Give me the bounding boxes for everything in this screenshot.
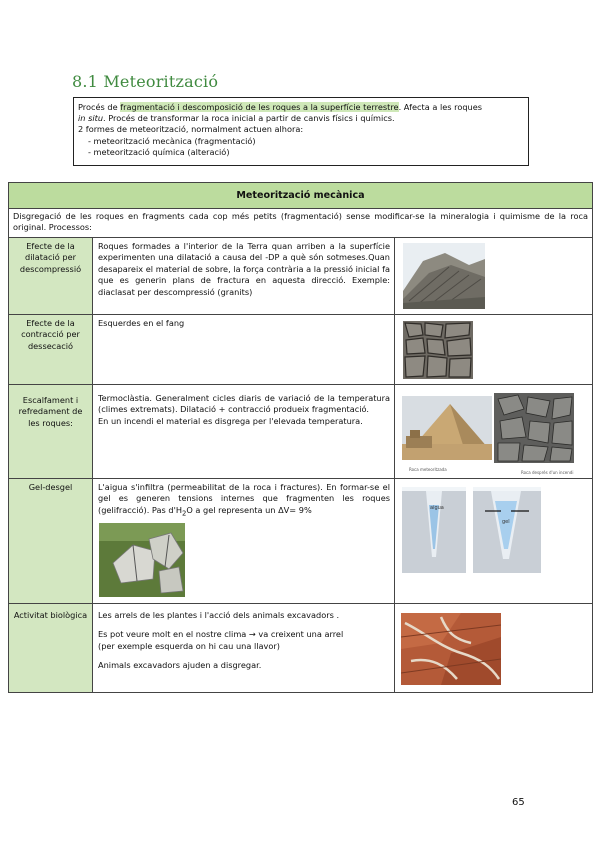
ice-wedge-diagram-water	[402, 487, 466, 573]
table-row	[9, 238, 593, 315]
intro-bullet: - meteorització mecànica (fragmentació)	[88, 135, 256, 146]
intro-line-1: Procés de fragmentació i descomposició de les roques a la superfície terrestre. Afecta a les roques	[78, 102, 483, 112]
roots-rock-photo	[401, 613, 501, 685]
ice-wedge-diagram-ice	[473, 487, 541, 573]
row-image-cell	[395, 315, 593, 385]
intro-line-2: in situ. Procés de transformar la roca inicial a partir de canvis físics i químics.	[78, 113, 395, 124]
row-text: Esquerdes en el fang	[93, 315, 395, 385]
row-text: L'aigua s'infiltra (permeabilitat de la roca i fractures). En formar-se el gel es generen tensions internes que fragmenten les roques (gelifracció). Pas $d'H_2O$ a gel representa un ΔV= 9%	[93, 479, 395, 604]
row-label: Efecte de la contracció per dessecació	[9, 315, 93, 385]
row-image-cell	[395, 385, 593, 479]
table-header: Meteorització mecànica	[9, 183, 593, 209]
diagram-label-water: aigua	[430, 505, 444, 511]
image-caption: Roca després d'un incendi	[521, 470, 574, 475]
table-row	[9, 604, 593, 693]
table-row	[9, 385, 593, 479]
row-label: Escalfament i refredament de les roques:	[9, 385, 93, 479]
row-label: Efecte de la dilatació per descompressió	[9, 238, 93, 315]
frost-rocks-photo	[99, 523, 185, 597]
intro-line-3: 2 formes de meteorització, normalment actuen alhora:	[78, 124, 304, 135]
burnt-rock-photo	[494, 393, 574, 463]
row-image-cell	[395, 604, 593, 693]
weathering-table	[8, 182, 593, 693]
row-text: Termoclàstia. Generalment cicles diaris de variació de la temperatura (climes extremats). Dilatació + contracció produeix fragmentació. En un incendi el material es disgrega per l'elevada temperatura.	[93, 385, 395, 479]
page-number: 65	[512, 797, 525, 808]
row-image-cell	[395, 479, 593, 604]
intro-bullet: - meteorització química (alteració)	[88, 146, 230, 157]
image-caption: Roca meteoritzada	[409, 467, 447, 472]
section-title: 8.1 Meteorització	[72, 72, 219, 91]
intro-highlight: fragmentació i descomposició de les roques a la superfície terrestre	[120, 102, 399, 112]
table-description: Disgregació de les roques en fragments cada cop més petits (fragmentació) sense modificar-se la mineralogia i quimisme de la roca original. Processos:	[9, 209, 593, 238]
table-row	[9, 479, 593, 604]
mud-cracks-photo	[403, 321, 473, 379]
row-label: Activitat biològica	[9, 604, 93, 693]
row-text: Roques formades a l'interior de la Terra quan arriben a la superfície experimenten una dilatació a causa del -DP a què són sotmeses.Quan desapareix el material de sobre, la força contrària a la pressió inicial fa que es generin plans de fractura en aquesta direcció. Exemple: diaclasat per descompressió (granits)	[93, 238, 395, 315]
intro-box	[73, 97, 529, 166]
pyramid-sphinx-photo	[402, 396, 492, 460]
table-row	[9, 315, 593, 385]
row-text: Les arrels de les plantes i l'acció dels animals excavadors . Es pot veure molt en el nostre clima → va creixent una arrel (per exemple esquerda on hi cau una llavor) Animals excavadors ajuden a disgregar.	[93, 604, 395, 693]
layered-rock-photo	[403, 243, 485, 309]
diagram-label-ice: gel	[502, 519, 510, 525]
row-image-cell	[395, 238, 593, 315]
row-label: Gel-desgel	[9, 479, 93, 604]
